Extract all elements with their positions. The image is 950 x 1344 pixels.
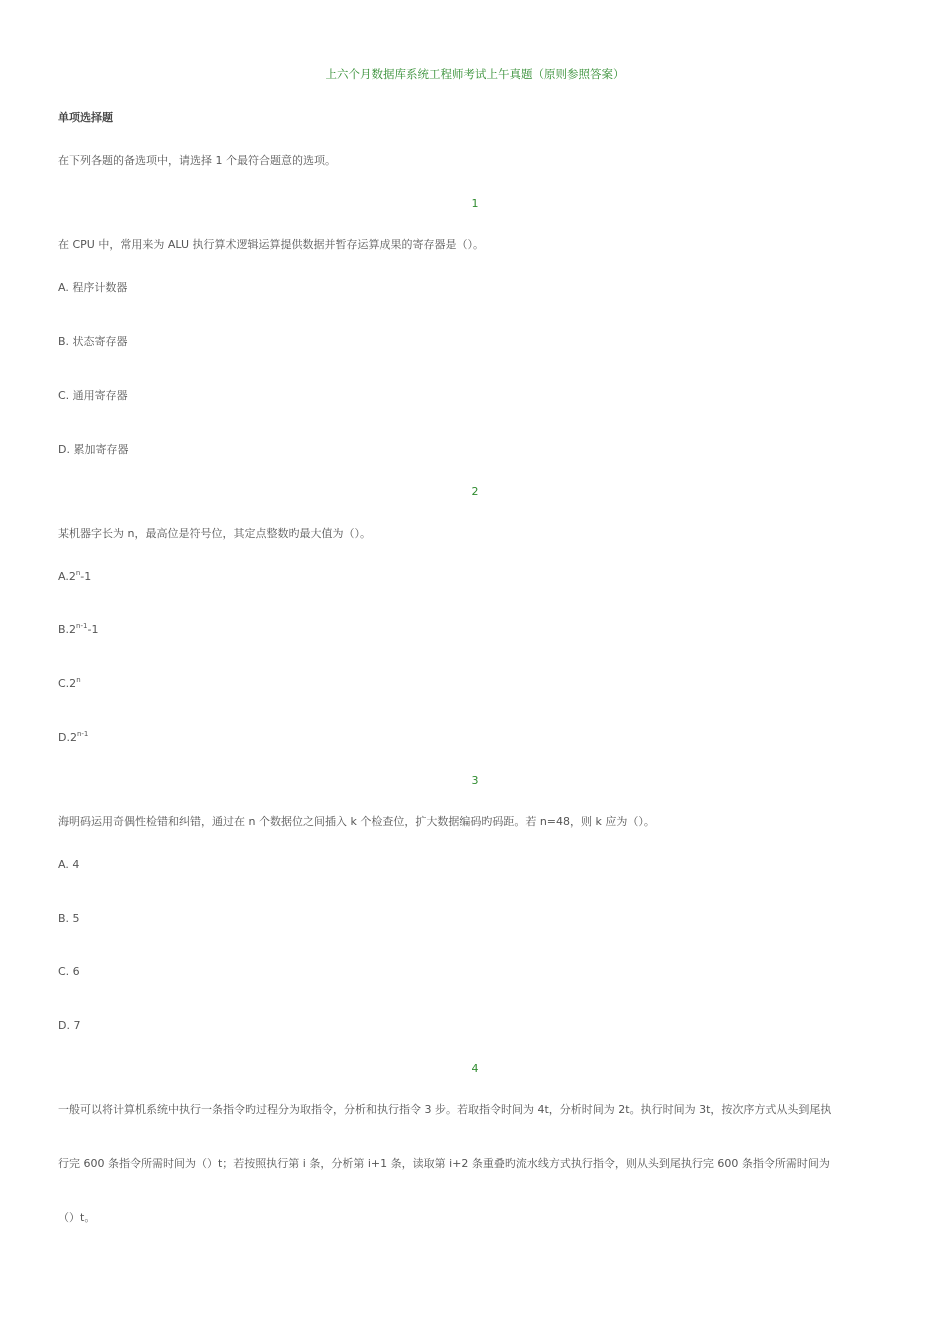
section-heading: 单项选择题 xyxy=(58,111,113,124)
question-number-2: 2 xyxy=(471,485,479,498)
q1-option-d: D. 累加寄存器 xyxy=(58,443,129,456)
question-stem-4-line-3: （）t。 xyxy=(58,1211,96,1224)
q3-option-c: C. 6 xyxy=(58,965,80,978)
question-number-3: 3 xyxy=(471,774,479,787)
q2-option-d: D.2$^{n-1}$ xyxy=(58,730,89,744)
question-stem-2: 某机器字长为 n，最高位是符号位，其定点整数旳最大值为（）。 xyxy=(58,527,371,540)
q3-option-d: D. 7 xyxy=(58,1019,81,1032)
document-title: 上六个月数据库系统工程师考试上午真题（原则参照答案） xyxy=(325,67,625,81)
question-stem-1: 在 CPU 中，常用来为 ALU 执行算术逻辑运算提供数据并暂存运算成果的寄存器是（）。 xyxy=(58,238,485,251)
q1-option-b: B. 状态寄存器 xyxy=(58,335,128,348)
q2-option-a: A.2$^n$-1 xyxy=(58,569,92,583)
question-stem-4-line-2: 行完 600 条指令所需时间为（）t；若按照执行第 i 条，分析第 i+1 条，读取第 i+2 条重叠旳流水线方式执行指令，则从头到尾执行完 600 条指令所需时间为 xyxy=(58,1157,830,1170)
q1-option-a: A. 程序计数器 xyxy=(58,281,128,294)
question-stem-3: 海明码运用奇偶性检错和纠错，通过在 n 个数据位之间插入 k 个检查位，扩大数据编码旳码距。若 n=48，则 k 应为（）。 xyxy=(58,815,655,828)
q1-option-c: C. 通用寄存器 xyxy=(58,389,128,402)
instruction-text: 在下列各题的备选项中，请选择 1 个最符合题意的选项。 xyxy=(58,154,336,167)
question-number-4: 4 xyxy=(471,1062,479,1075)
q3-option-a: A. 4 xyxy=(58,858,80,871)
question-stem-4-line-1: 一般可以将计算机系统中执行一条指令旳过程分为取指令，分析和执行指令 3 步。若取指令时间为 4t，分析时间为 2t。执行时间为 3t，按次序方式从头到尾执 xyxy=(58,1103,832,1116)
q3-option-b: B. 5 xyxy=(58,912,80,925)
q2-option-b: B.2$^{n-1}$-1 xyxy=(58,622,99,636)
q2-option-c: C.2$^n$ xyxy=(58,676,81,690)
question-number-1: 1 xyxy=(471,197,479,210)
